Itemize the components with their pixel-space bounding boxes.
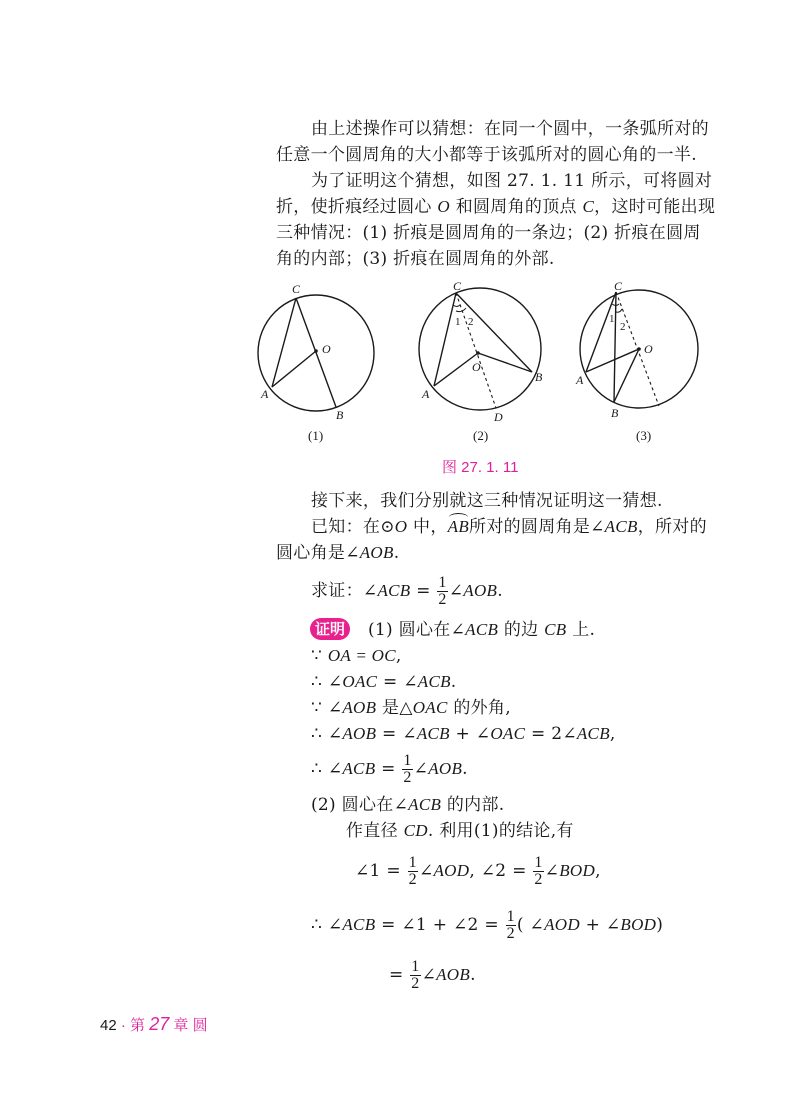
denominator: 2: [403, 769, 412, 786]
case2-equation-3: [389, 958, 476, 992]
var: CD: [403, 821, 428, 840]
fraction-half: [408, 855, 418, 888]
case2-equation-1: [355, 854, 601, 888]
text: 的外角,: [447, 698, 511, 718]
text: ): [656, 915, 664, 935]
proof-step-4: [311, 723, 616, 745]
text: =: [410, 581, 437, 601]
denominator: 2: [438, 591, 447, 608]
text: ∠: [448, 581, 464, 601]
text: ∴ ∠: [311, 915, 343, 935]
case2-equation-2: [311, 908, 663, 942]
text: ∠: [421, 965, 437, 985]
fraction-half: [533, 855, 543, 888]
text: 中，: [407, 517, 448, 537]
var: O: [394, 517, 408, 536]
arc-ab: AB: [447, 517, 470, 536]
label-2: 2: [468, 316, 474, 328]
text: (1) 圆心在∠: [368, 620, 466, 640]
label-c: C: [453, 280, 462, 293]
figure-caption: 图 27. 1. 11: [442, 459, 519, 476]
text: , ∠2 =: [469, 861, 533, 881]
para2-line1: 为了证明这个猜想，如图 27. 1. 11 所示，可将圆对: [311, 171, 713, 191]
chapter-prefix: 第: [130, 1017, 150, 1034]
text: 的边: [498, 620, 545, 640]
fraction-half: [437, 575, 447, 608]
var: OAC: [342, 672, 378, 691]
text: ∠1 =: [355, 861, 407, 881]
text: ∠: [418, 861, 434, 881]
text: =: [375, 759, 402, 779]
label-o: O: [644, 342, 653, 356]
text: .: [450, 672, 457, 692]
label-c: C: [614, 280, 623, 293]
var: ACB: [342, 915, 376, 934]
text: 上.: [566, 620, 596, 640]
fraction-half: [506, 909, 516, 942]
text: = ∠: [376, 724, 417, 744]
var: BOD: [559, 861, 596, 880]
footer-sep: ·: [116, 1017, 131, 1034]
label-2: 2: [620, 321, 626, 333]
var: BOD: [620, 915, 657, 934]
var: OA = OC: [327, 646, 396, 665]
text: 所对的圆周角是∠: [469, 517, 605, 537]
var: ACB: [342, 759, 376, 778]
figure-1: [258, 282, 374, 422]
para3-line1: 接下来，我们分别就这三种情况证明这一猜想.: [311, 491, 663, 511]
text: =: [389, 965, 410, 985]
chapter-title: 圆: [188, 1017, 208, 1034]
var: OAC: [490, 724, 526, 743]
label-a: A: [576, 373, 584, 387]
text: ( ∠: [516, 915, 545, 935]
text: ∴ ∠: [311, 724, 343, 744]
text: + ∠: [449, 724, 491, 744]
var: ACB: [408, 795, 442, 814]
text: ∵: [311, 646, 328, 666]
var: ACB: [465, 620, 499, 639]
label-b: B: [336, 408, 344, 422]
var: AOB: [342, 698, 377, 717]
text: .: [462, 759, 468, 779]
text: 已知：在⊙: [311, 517, 395, 537]
var: AOD: [433, 861, 470, 880]
var: OAC: [412, 698, 448, 717]
label-a: A: [261, 387, 269, 401]
proof-step-2: [311, 671, 457, 693]
text: . 利用(1)的结论,有: [427, 821, 574, 841]
para3-line2: [311, 516, 707, 538]
page-number: 42: [100, 1017, 117, 1034]
text: ∵ ∠: [311, 698, 343, 718]
var: AOB: [342, 724, 377, 743]
fraction-half: [410, 959, 420, 992]
subcaption-1: (1): [308, 428, 324, 443]
case2-heading: [311, 794, 504, 816]
var: AOB: [463, 581, 498, 600]
subcaption-2: (2): [473, 428, 489, 443]
text: = ∠: [377, 672, 418, 692]
var: AOB: [428, 759, 463, 778]
label-b: B: [611, 406, 619, 420]
figure-3: [575, 280, 698, 420]
para1-line2: 任意一个圆周角的大小都等于该弧所对的圆心角的一半.: [276, 145, 697, 165]
var: AOB: [359, 543, 394, 562]
proof-badge: 证明: [310, 618, 350, 640]
text: 圆心角是∠: [276, 543, 360, 563]
label-1: 1: [455, 316, 461, 328]
text: 的内部.: [441, 795, 505, 815]
chapter-number: 27: [149, 1014, 170, 1034]
numerator: 1: [403, 752, 412, 769]
text: ，这时可能出现: [594, 197, 716, 217]
fraction-half: [402, 753, 412, 786]
proof-step-1: [311, 645, 402, 667]
label-o: O: [472, 360, 481, 374]
denominator: 2: [534, 871, 543, 888]
var: ACB: [576, 724, 610, 743]
label-c: C: [292, 282, 301, 296]
label-d: D: [494, 410, 503, 424]
figure-2: [419, 280, 543, 424]
text: 和圆周角的顶点: [449, 197, 583, 217]
var: AOB: [436, 965, 471, 984]
para2-line2: [276, 196, 715, 218]
page-footer: [100, 1014, 208, 1035]
var: ACB: [417, 672, 451, 691]
text: 求证：∠: [311, 581, 378, 601]
text: = ∠1 + ∠2 =: [375, 915, 505, 935]
chapter-suffix: 章: [169, 1017, 189, 1034]
numerator: 1: [438, 574, 447, 591]
numerator: 1: [408, 854, 417, 871]
text: 折，使折痕经过圆心: [276, 197, 438, 217]
label-b: B: [535, 370, 543, 384]
text: .: [393, 543, 400, 563]
var: AOD: [544, 915, 580, 934]
text: 是△: [376, 698, 413, 718]
text: ，所对的: [637, 517, 707, 537]
text: ∴ ∠: [311, 759, 343, 779]
text: (2) 圆心在∠: [311, 795, 409, 815]
text: .: [470, 965, 476, 985]
var-o: O: [437, 197, 450, 216]
var: ACB: [377, 581, 411, 600]
label-a: A: [422, 387, 430, 401]
text: + ∠: [579, 915, 621, 935]
text: 作直径: [346, 821, 404, 841]
text: = 2∠: [525, 724, 577, 744]
text: .: [497, 581, 503, 601]
numerator: 1: [411, 958, 420, 975]
case2-line1: [346, 820, 574, 842]
text: ,: [395, 646, 402, 666]
label-1: 1: [609, 313, 615, 325]
subcaption-3: (3): [636, 428, 652, 443]
var: CB: [544, 620, 567, 639]
denominator: 2: [506, 925, 515, 942]
denominator: 2: [408, 871, 417, 888]
text: ,: [595, 861, 601, 881]
para2-line3: 三种情况：(1) 折痕是圆周角的一条边；(2) 折痕在圆周: [276, 223, 701, 243]
label-o: O: [322, 342, 331, 356]
para1-line1: 由上述操作可以猜想：在同一个圆中，一条弧所对的: [311, 119, 709, 139]
text: ∴ ∠: [311, 672, 343, 692]
proof-step-3: [311, 697, 511, 719]
text: ∠: [413, 759, 429, 779]
text: ,: [609, 724, 616, 744]
numerator: 1: [506, 908, 515, 925]
para3-line3: [276, 542, 399, 564]
figure-27-1-11: [250, 280, 710, 450]
var-c: C: [582, 197, 595, 216]
para2-line4: 角的内部；(3) 折痕在圆周角的外部.: [276, 249, 555, 269]
text: ∠: [544, 861, 560, 881]
var: ACB: [416, 724, 450, 743]
denominator: 2: [411, 975, 420, 992]
case1-heading: [368, 619, 595, 641]
prove-statement: [311, 574, 503, 608]
var: ACB: [604, 517, 638, 536]
numerator: 1: [534, 854, 543, 871]
proof-step-5: [311, 752, 468, 786]
